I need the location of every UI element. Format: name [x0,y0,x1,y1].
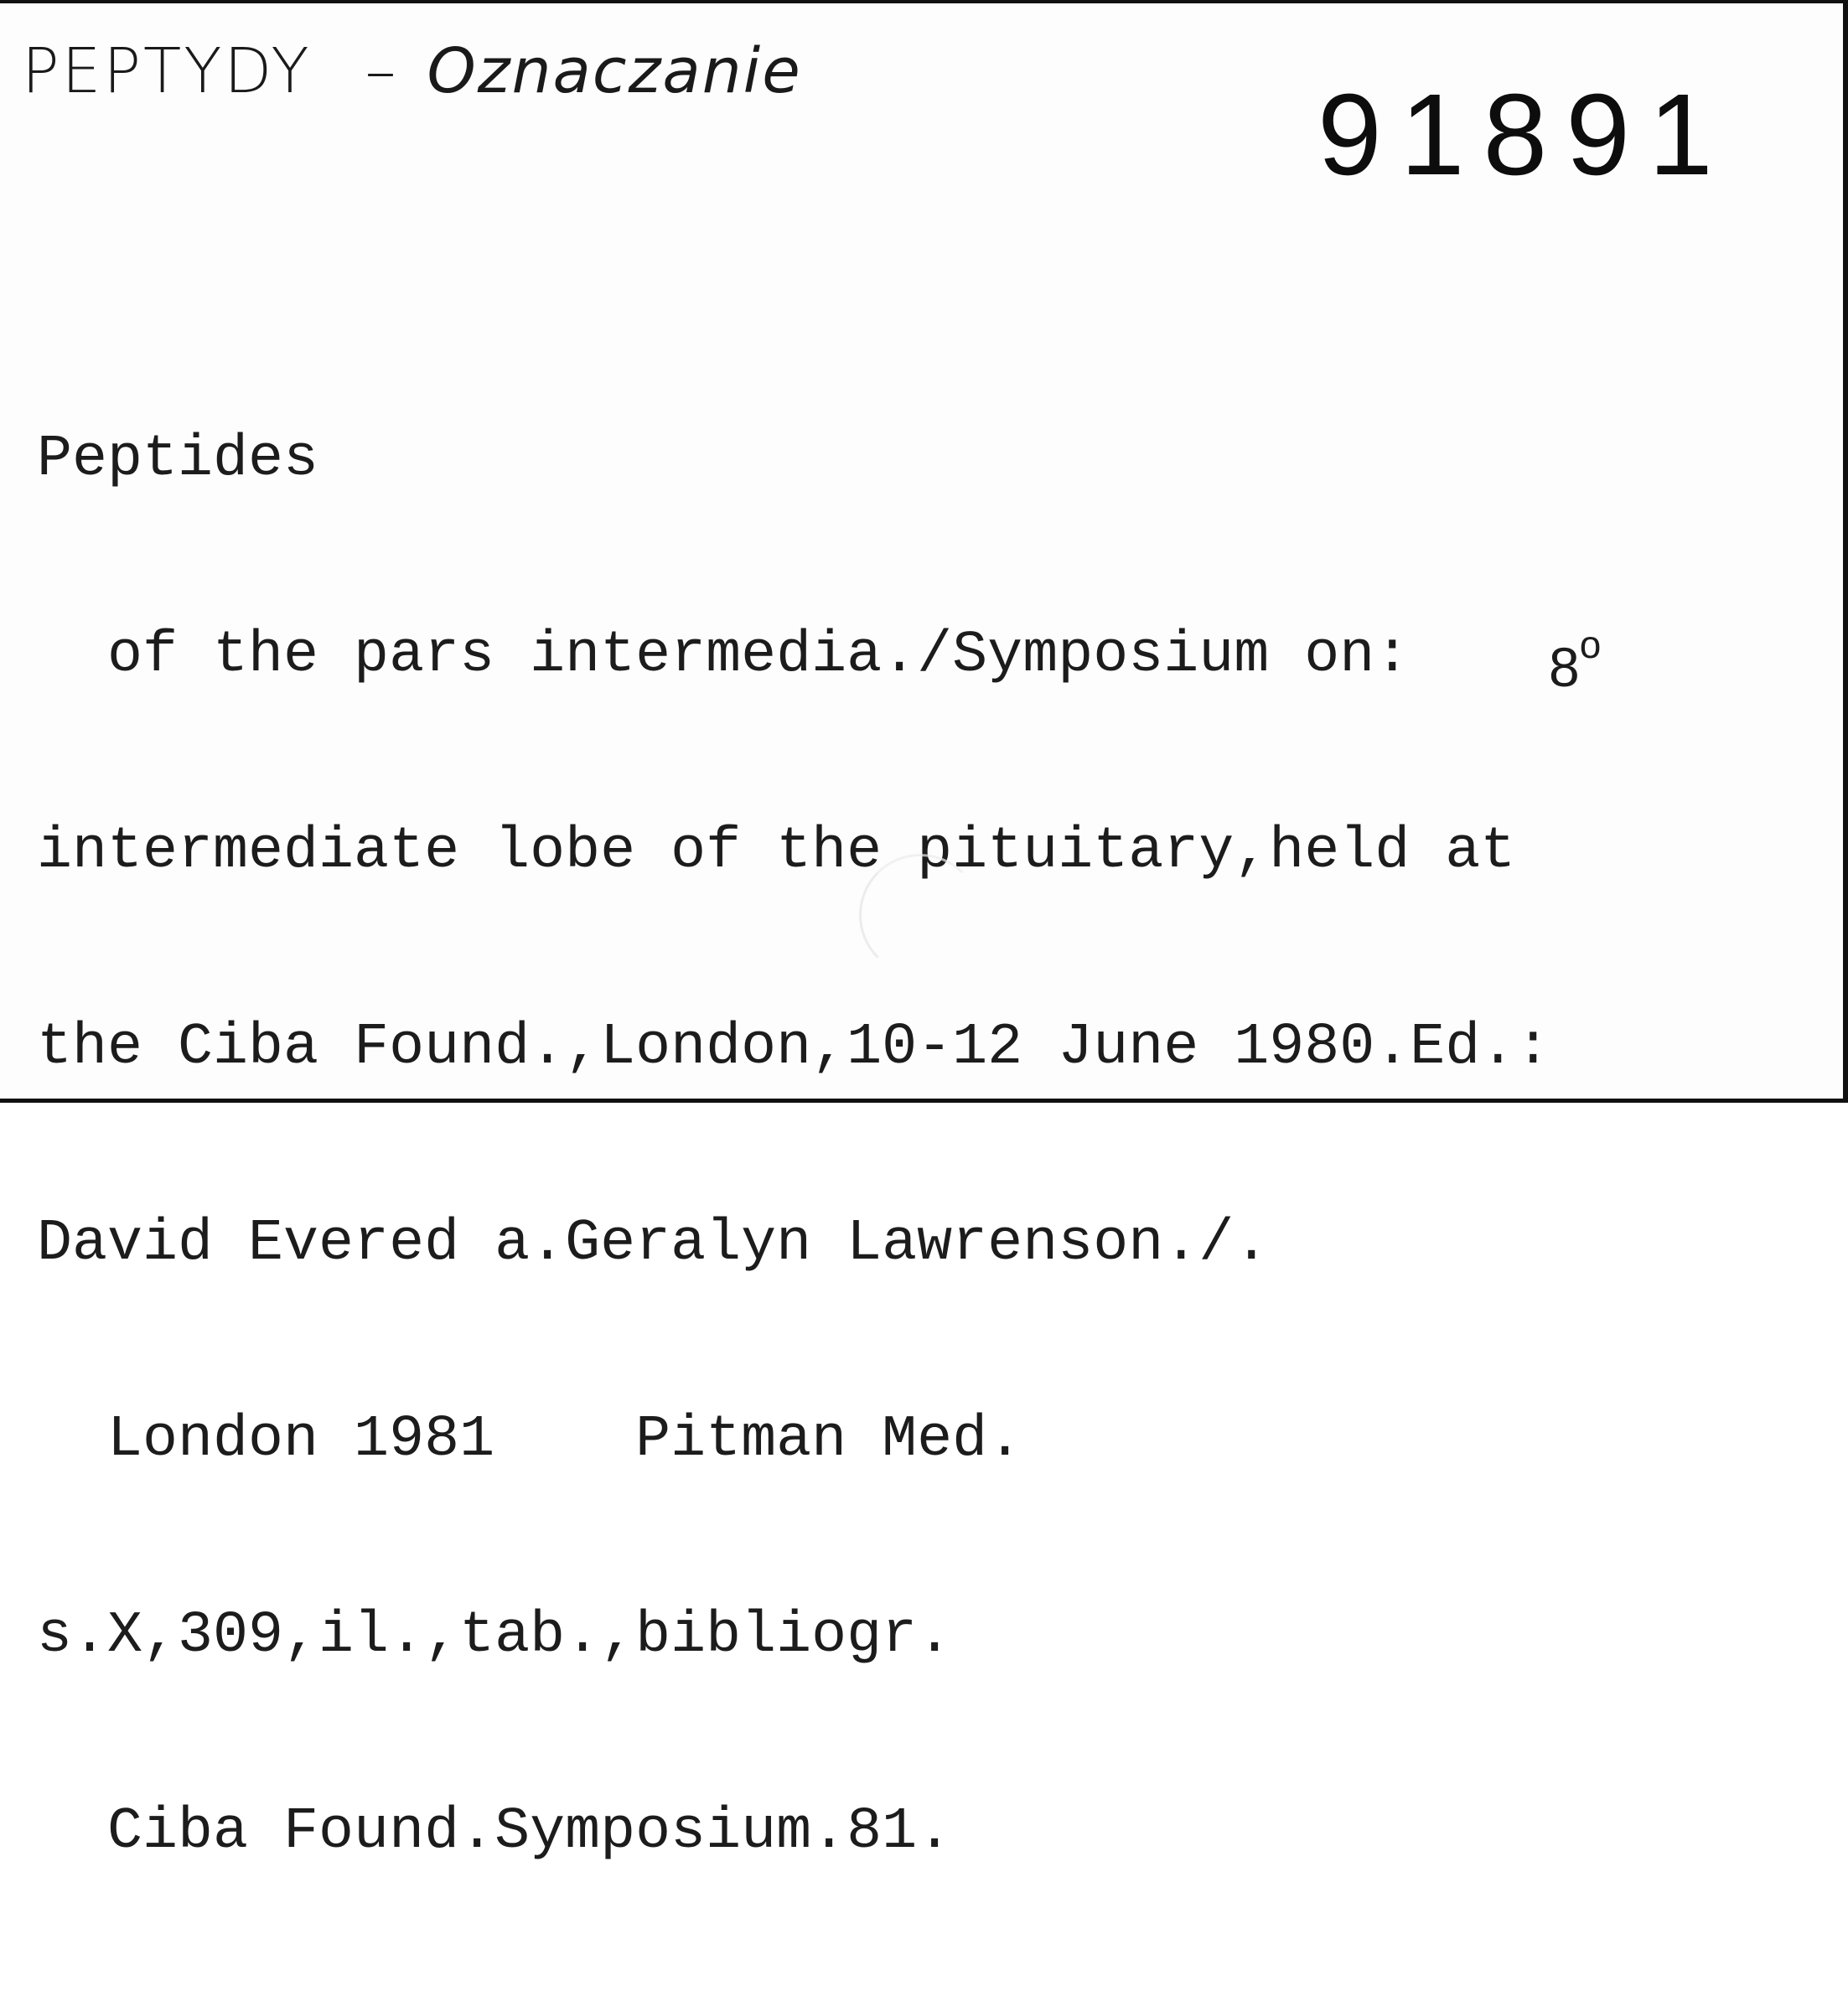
subject-subdivision: Oznaczanie [427,35,802,107]
format-number: 8 [1549,636,1580,698]
subject-separator: – [365,35,399,107]
subject-heading [22,35,802,107]
subject-term: PEPTYDY [22,35,312,107]
bibliographic-entry [37,297,1550,1996]
call-number: 91891 [1317,70,1732,199]
entry-line: London 1981 Pitman Med. [37,1407,1023,1473]
book-format [1549,622,1601,699]
paper-smudge [859,854,981,976]
entry-line: David Evered a.Geralyn Lawrenson./. [37,1211,1270,1277]
entry-line: intermediate lobe of the pituitary,held at [37,819,1516,885]
entry-line: s.X,309,il.,tab.,bibliogr. [37,1603,953,1669]
entry-line: of the pars intermedia./Symposium on: [37,623,1411,689]
entry-line: Ciba Found.Symposium.81. [37,1799,953,1865]
format-symbol: o [1579,623,1602,666]
entry-line: Peptides [37,427,319,493]
entry-line: the Ciba Found.,London,10-12 June 1980.Ed.: [37,1015,1551,1081]
